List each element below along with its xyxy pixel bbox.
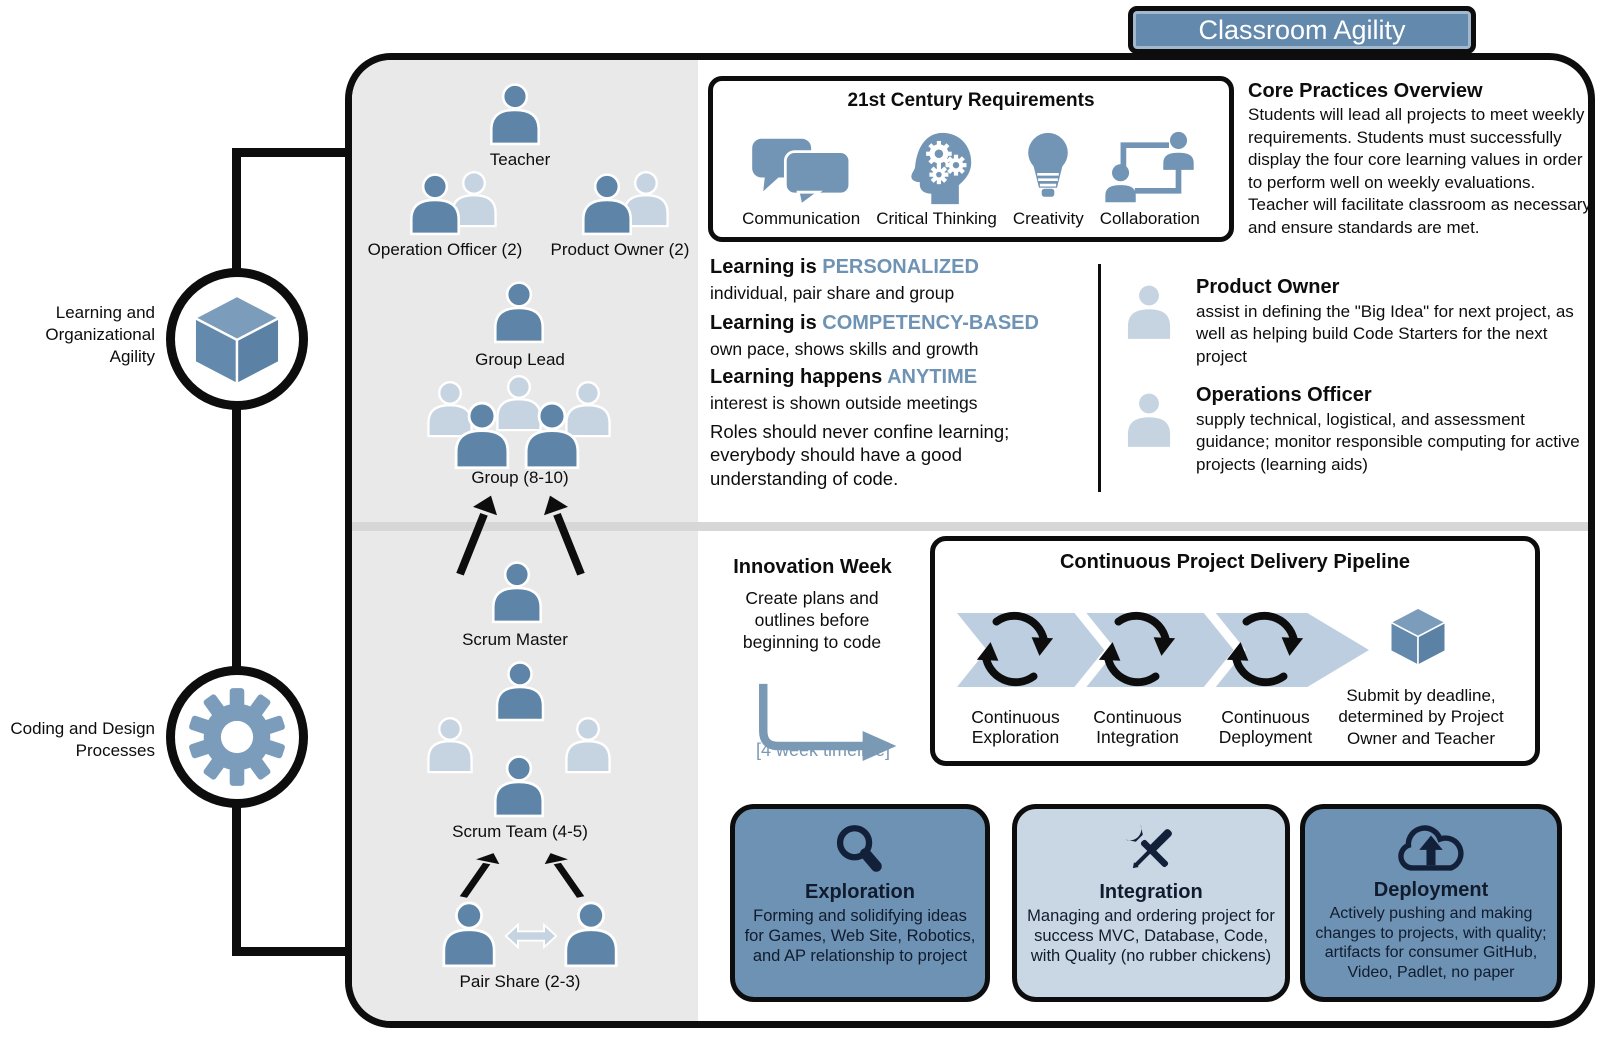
requirement-label: Communication — [742, 209, 861, 228]
learning-prefix: Learning is — [710, 312, 823, 334]
requirements-box — [708, 76, 1234, 242]
requirement-creativity — [1013, 130, 1084, 229]
requirement-label: Collaboration — [1099, 209, 1200, 228]
stage-continuous-deployment: Continuous Deployment — [1218, 707, 1313, 748]
deployment-box — [1300, 804, 1562, 1002]
product-owner-role-icon — [1118, 276, 1180, 342]
pair-exchange-arrow-icon — [504, 922, 558, 950]
thinking-head-gears-icon — [898, 130, 976, 206]
pair-to-scrum-arrows — [442, 850, 602, 898]
operations-officer-role-desc: supply technical, logistical, and assessment guidance; monitor responsible computing for active projects (learning aids) — [1196, 410, 1580, 474]
scrum-master-label: Scrum Master — [462, 630, 568, 649]
integration-title: Integration — [1099, 881, 1203, 903]
title-banner — [1128, 6, 1476, 54]
innovation-week-body: Create plans and outlines before beginning to code — [742, 588, 882, 652]
page-title: Classroom Agility — [1198, 14, 1406, 45]
stage-continuous-exploration: Continuous Exploration — [971, 707, 1060, 748]
rail-top-connector — [232, 148, 352, 157]
product-owner-front-person-icon — [574, 170, 640, 236]
requirement-communication — [742, 136, 860, 229]
operations-officer-role-title: Operations Officer — [1196, 384, 1372, 406]
operation-officer-front-person-icon — [402, 170, 468, 236]
scrum-team-member-icon — [486, 752, 552, 818]
learning-agility-badge — [166, 268, 308, 410]
integration-desc: Managing and ordering project for success MVC, Database, Code, with Quality (no rubber chickens) — [1027, 907, 1275, 966]
collaboration-icon — [1102, 130, 1198, 206]
lightbulb-icon — [1021, 130, 1075, 206]
learning-competency-heading — [710, 312, 1039, 335]
scrum-team-label: Scrum Team (4-5) — [452, 822, 588, 841]
requirements-row — [713, 130, 1229, 229]
group-label: Group (8-10) — [471, 468, 569, 487]
learning-highlight: PERSONALIZED — [822, 256, 979, 278]
scrum-team-member-icon — [558, 714, 618, 774]
learning-agility-label: Learning and Organizational Agility — [45, 303, 155, 367]
pair-share-right-person-icon — [556, 898, 626, 968]
cube-icon — [189, 291, 285, 387]
section-divider-rule — [1098, 264, 1101, 492]
deliverable-cube-icon — [1387, 605, 1449, 667]
exploration-title: Exploration — [804, 881, 915, 903]
scrum-team-member-icon — [488, 658, 552, 722]
group-cluster-icon — [418, 372, 622, 472]
group-member-icon — [446, 398, 518, 470]
requirement-critical-thinking — [876, 130, 997, 229]
gear-icon — [185, 685, 289, 789]
learning-highlight: COMPETENCY-BASED — [822, 312, 1039, 334]
magnifier-icon — [831, 821, 889, 879]
speech-bubbles-icon — [749, 136, 853, 206]
pipeline-title: Continuous Project Delivery Pipeline — [1059, 551, 1411, 573]
product-owner-role-desc: assist in defining the "Big Idea" for next project, as well as helping build Code Starters for the next project — [1196, 302, 1574, 366]
scrum-team-member-icon — [420, 714, 480, 774]
group-lead-label: Group Lead — [475, 350, 565, 369]
requirement-collaboration — [1100, 130, 1200, 229]
group-lead-person-icon — [486, 278, 552, 344]
coding-processes-badge — [166, 666, 308, 808]
deployment-desc: Actively pushing and making changes to projects, with quality; artifacts for consumer GitHub, Video, Padlet, no paper — [1315, 905, 1547, 981]
exploration-box — [730, 804, 990, 1002]
learning-personalized-heading — [710, 256, 979, 279]
cycle-arrows-icon — [971, 605, 1059, 693]
learning-prefix: Learning happens — [710, 366, 888, 388]
teacher-person-icon — [482, 80, 548, 146]
learning-anytime-sub: interest is shown outside meetings — [710, 393, 978, 413]
cycle-arrows-icon — [1093, 605, 1181, 693]
exploration-desc: Forming and solidifying ideas for Games, Web Site, Robotics, and AP relationship to project — [744, 907, 976, 966]
cycle-arrows-icon — [1221, 605, 1309, 693]
pair-share-label: Pair Share (2-3) — [459, 972, 581, 991]
learning-prefix: Learning is — [710, 256, 823, 278]
scrum-team-cluster-icon — [418, 658, 622, 820]
crossed-tools-icon — [1120, 821, 1182, 879]
requirement-label: Creativity — [1012, 209, 1084, 228]
up-arrow-icon — [442, 850, 510, 898]
operations-officer-role-icon — [1118, 384, 1180, 450]
cloud-upload-icon — [1393, 821, 1469, 877]
scrum-master-person-icon — [484, 558, 550, 624]
product-owner-count-label: Product Owner (2) — [550, 240, 690, 259]
operation-officer-label: Operation Officer (2) — [367, 240, 523, 259]
learning-anytime-heading — [710, 366, 977, 389]
up-arrow-icon — [534, 850, 602, 898]
teacher-label: Teacher — [489, 150, 551, 169]
group-member-icon — [516, 398, 588, 470]
timeline-label: [4 week timeline] — [755, 740, 891, 760]
pair-share-left-person-icon — [434, 898, 504, 968]
core-practices-title: Core Practices Overview — [1248, 80, 1483, 102]
product-owner-role-title: Product Owner — [1196, 276, 1340, 298]
learning-personalized-sub: individual, pair share and group — [710, 283, 955, 303]
deployment-title: Deployment — [1373, 879, 1489, 901]
submit-note: Submit by deadline, determined by Project Owner and Teacher — [1338, 686, 1504, 748]
stage-continuous-integration: Continuous Integration — [1093, 707, 1182, 748]
rail-bottom-connector — [232, 947, 352, 956]
innovation-week-title: Innovation Week — [733, 556, 892, 578]
learning-competency-sub: own pace, shows skills and growth — [710, 339, 979, 359]
learning-note: Roles should never confine learning; everybody should have a good understanding of code. — [710, 421, 1010, 489]
pipeline-box — [930, 536, 1540, 766]
requirements-title: 21st Century Requirements — [847, 90, 1095, 111]
coding-processes-label: Coding and Design Processes — [10, 719, 155, 761]
core-practices-body: Students will lead all projects to meet weekly requirements. Students must successfully display the four core learning values in order to perform well on weekly evaluations. Teacher will facilitate classroom as necessary and ensure standards are met. — [1248, 105, 1591, 238]
learning-highlight: ANYTIME — [887, 366, 978, 388]
integration-box — [1012, 804, 1290, 1002]
requirement-label: Critical Thinking — [876, 209, 997, 228]
